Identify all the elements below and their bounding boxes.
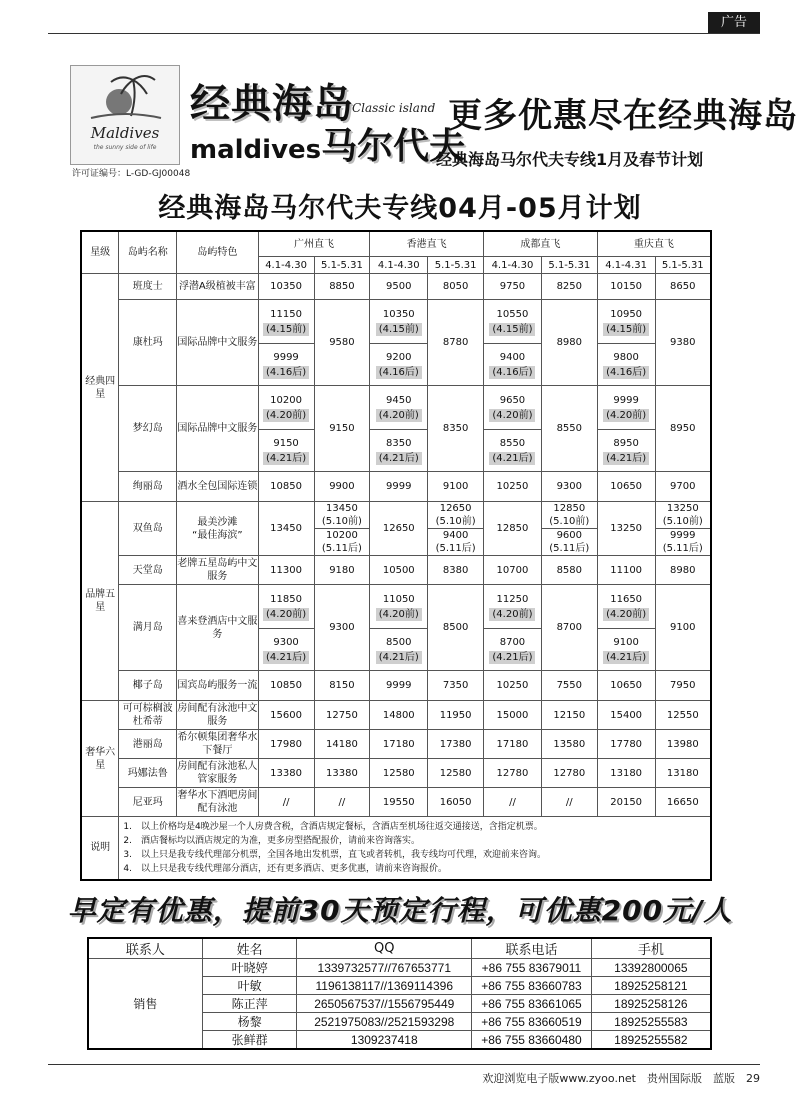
top-rule <box>48 33 760 34</box>
price-cell <box>370 300 428 344</box>
price-cell <box>258 386 314 430</box>
island-name: 尼亚玛 <box>119 788 177 817</box>
price-cell <box>428 502 484 529</box>
price: 13450 <box>326 503 358 514</box>
contact-name: 叶敏 <box>202 977 297 995</box>
price: 13580 <box>541 730 597 759</box>
price-cell <box>541 529 597 556</box>
table-row <box>81 502 711 529</box>
contact-name: 杨黎 <box>202 1013 297 1031</box>
price-cell <box>484 430 542 472</box>
price: 7350 <box>428 671 484 701</box>
price: 9900 <box>314 472 370 502</box>
price: 9100 <box>613 636 639 648</box>
price: 12780 <box>541 759 597 788</box>
contact-phone: +86 755 83679011 <box>472 959 592 977</box>
header-hongkong: 香港直飞 <box>370 231 484 257</box>
maldives-logo <box>70 65 180 165</box>
notes-label: 说明 <box>81 817 119 881</box>
price: 12850 <box>553 503 586 514</box>
price: // <box>541 788 597 817</box>
island-feature <box>177 502 259 556</box>
date-note: (4.21后) <box>489 452 535 465</box>
contacts-header <box>88 938 711 959</box>
price-cell <box>258 430 314 472</box>
island-feature: 老牌五星岛屿中文服务 <box>177 556 259 585</box>
price: 11650 <box>610 593 643 605</box>
price: 10250 <box>484 671 542 701</box>
price: 8700 <box>499 636 526 648</box>
table-row <box>81 585 711 629</box>
price: 13980 <box>655 730 711 759</box>
date-note: (4.16后) <box>489 366 535 379</box>
price: 10650 <box>597 671 655 701</box>
price-cell <box>597 585 655 629</box>
price: 8150 <box>314 671 370 701</box>
footer-rule <box>48 1064 760 1065</box>
price-cell <box>655 502 711 529</box>
price: 11250 <box>496 593 529 605</box>
price-cell <box>484 585 542 629</box>
date-note: (4.20前) <box>263 409 309 422</box>
price: 15400 <box>597 701 655 730</box>
price-cell <box>258 300 314 344</box>
table-row <box>81 300 711 344</box>
contact-mobile: 18925255583 <box>591 1013 711 1031</box>
date-note: (4.20前) <box>263 608 309 621</box>
price: 8550 <box>499 437 526 449</box>
price: 8350 <box>386 437 412 449</box>
price: 12780 <box>484 759 542 788</box>
price: 9200 <box>386 351 412 363</box>
table-row <box>81 759 711 788</box>
price: 13380 <box>314 759 370 788</box>
price: 12550 <box>655 701 711 730</box>
price: 8500 <box>428 585 484 671</box>
table-row <box>81 556 711 585</box>
price-cell <box>370 629 428 671</box>
price-cell <box>258 344 314 386</box>
price: 13250 <box>666 503 699 514</box>
island-feature: 喜来登酒店中文服务 <box>177 585 259 671</box>
contact-role: 销售 <box>88 959 202 1050</box>
price: 15600 <box>258 701 314 730</box>
price: 9150 <box>314 386 370 472</box>
price: 8700 <box>541 585 597 671</box>
price: 10200 <box>270 394 302 406</box>
island-name: 双鱼岛 <box>119 502 177 556</box>
header-name: 姓名 <box>202 938 297 959</box>
price: 10850 <box>258 671 314 701</box>
price-cell <box>258 585 314 629</box>
table-row <box>81 386 711 430</box>
price: 9580 <box>314 300 370 386</box>
price: // <box>314 788 370 817</box>
price: 12580 <box>428 759 484 788</box>
price: 16650 <box>655 788 711 817</box>
island-feature: 房间配有泳池中文服务 <box>177 701 259 730</box>
period: 5.1-5.31 <box>655 257 711 274</box>
price-cell <box>370 430 428 472</box>
header-chongqing: 重庆直飞 <box>597 231 711 257</box>
price: 9999 <box>370 671 428 701</box>
price: 9999 <box>370 472 428 502</box>
price-cell <box>484 386 542 430</box>
price: 12580 <box>370 759 428 788</box>
price: 19550 <box>370 788 428 817</box>
island-name: 梦幻岛 <box>119 386 177 472</box>
price: 11050 <box>382 593 415 605</box>
period: 5.1-5.31 <box>541 257 597 274</box>
date-note: (5.10前) <box>549 516 590 527</box>
price: 9380 <box>655 300 711 386</box>
contact-phone: +86 755 83660783 <box>472 977 592 995</box>
promo-banner: 早定有优惠，提前30天预定行程，可优惠200元/人 <box>67 894 733 927</box>
header-guangzhou: 广州直飞 <box>258 231 370 257</box>
island-feature: 酒水全包国际连锁 <box>177 472 259 502</box>
period: 5.1-5.31 <box>428 257 484 274</box>
price: 8780 <box>428 300 484 386</box>
price-cell <box>484 344 542 386</box>
price: 9500 <box>370 274 428 300</box>
date-note: (4.21后) <box>603 651 649 664</box>
contact-name: 陈正萍 <box>202 995 297 1013</box>
price-cell <box>314 529 370 556</box>
brand-title-cn: 经典海岛 <box>190 81 354 127</box>
subslogan: 经典海岛马尔代夫专线1月及春节计划 <box>436 150 704 169</box>
date-note: (5.11后) <box>321 543 362 554</box>
price: 10350 <box>382 308 415 320</box>
island-name: 天堂岛 <box>119 556 177 585</box>
price: 7950 <box>655 671 711 701</box>
island-name: 班度士 <box>119 274 177 300</box>
price: 9300 <box>541 472 597 502</box>
price: 9150 <box>273 437 299 449</box>
date-note: (4.15前) <box>489 323 535 336</box>
date-note: (4.21后) <box>489 651 535 664</box>
price: 10850 <box>258 472 314 502</box>
price: 12650 <box>370 502 428 556</box>
date-note: (4.15前) <box>376 323 422 336</box>
price: 9999 <box>273 351 299 363</box>
price: 12150 <box>541 701 597 730</box>
period: 4.1-4.30 <box>258 257 314 274</box>
price: 11850 <box>270 593 302 605</box>
date-note: (4.16后) <box>603 366 649 379</box>
date-note: (4.16后) <box>376 366 422 379</box>
price: 8580 <box>541 556 597 585</box>
price: 10350 <box>258 274 314 300</box>
price-cell <box>428 529 484 556</box>
brand-maldives <box>190 118 465 169</box>
contact-mobile: 13392800065 <box>591 959 711 977</box>
date-note: (5.10前) <box>435 516 476 527</box>
price: 12750 <box>314 701 370 730</box>
price: 9450 <box>386 394 412 406</box>
contact-qq: 1339732577//767653771 <box>297 959 472 977</box>
price: 13450 <box>258 502 314 556</box>
note-item: 3. 以上只是我专线代理部分机票，全国各地出发机票，直飞或者转机，我专线均可代理，欢迎前来咨询。 <box>123 850 546 860</box>
price: 9100 <box>428 472 484 502</box>
contact-qq: 1309237418 <box>297 1031 472 1050</box>
price: 8980 <box>541 300 597 386</box>
slogan: 更多优惠尽在经典海岛 <box>448 96 798 136</box>
palm-sun-icon <box>71 66 179 126</box>
header-phone: 联系电话 <box>472 938 592 959</box>
date-note: (4.16后) <box>263 366 309 379</box>
feature-line: “最佳海滨” <box>192 529 243 541</box>
price: 16050 <box>428 788 484 817</box>
price: 11100 <box>597 556 655 585</box>
price: 17780 <box>597 730 655 759</box>
tier-five-star: 品牌五星 <box>81 502 119 701</box>
table-row <box>81 671 711 701</box>
note-item: 1. 以上价格均是4晚沙屋一个人房费含税，含酒店规定餐标，含酒店至机场往返交通接送，含指定机票。 <box>123 822 543 832</box>
price: 11300 <box>258 556 314 585</box>
island-feature: 国际品牌中文服务 <box>177 300 259 386</box>
price: 8380 <box>428 556 484 585</box>
table-row <box>81 472 711 502</box>
table-row <box>81 274 711 300</box>
price: 13180 <box>597 759 655 788</box>
note-item: 2. 酒店餐标均以酒店规定的为准，更多房型搭配报价，请前来咨询落实。 <box>123 836 420 846</box>
price: 20150 <box>597 788 655 817</box>
price-cell <box>655 529 711 556</box>
island-feature: 浮潜A级植被丰富 <box>177 274 259 300</box>
notes-list <box>119 817 711 881</box>
contact-mobile: 18925255582 <box>591 1031 711 1050</box>
price: 14800 <box>370 701 428 730</box>
price: // <box>258 788 314 817</box>
price: 8650 <box>655 274 711 300</box>
price: 10150 <box>597 274 655 300</box>
island-name: 绚丽岛 <box>119 472 177 502</box>
contact-row <box>88 959 711 977</box>
price: 8950 <box>655 386 711 472</box>
price: 10200 <box>326 530 358 541</box>
contacts-table <box>87 937 712 1050</box>
date-note: (4.20前) <box>603 608 649 621</box>
period: 4.1-4.30 <box>370 257 428 274</box>
contact-mobile: 18925258121 <box>591 977 711 995</box>
price: 17180 <box>484 730 542 759</box>
price-cell <box>597 386 655 430</box>
contact-mobile: 18925258126 <box>591 995 711 1013</box>
date-note: (4.15前) <box>603 323 649 336</box>
contact-name: 张鲜群 <box>202 1031 297 1050</box>
island-feature: 房间配有泳池私人管家服务 <box>177 759 259 788</box>
price-cell <box>484 629 542 671</box>
price: 10700 <box>484 556 542 585</box>
date-note: (4.21后) <box>263 651 309 664</box>
price-cell <box>541 502 597 529</box>
price-cell <box>597 344 655 386</box>
date-note: (4.20前) <box>489 409 535 422</box>
brand-maldives-en: maldives <box>190 135 322 165</box>
price: 9750 <box>484 274 542 300</box>
contact-phone: +86 755 83660480 <box>472 1031 592 1050</box>
feature-line: 最美沙滩 <box>197 516 238 528</box>
date-note: (5.10前) <box>321 516 362 527</box>
price-cell <box>597 629 655 671</box>
price: 17380 <box>428 730 484 759</box>
price: 8050 <box>428 274 484 300</box>
island-feature: 奢华水下酒吧房间配有泳池 <box>177 788 259 817</box>
price-cell <box>597 300 655 344</box>
price: 9300 <box>273 636 299 648</box>
price: 9100 <box>655 585 711 671</box>
price: 12650 <box>439 503 472 514</box>
price: 10950 <box>610 308 643 320</box>
price: 8980 <box>655 556 711 585</box>
date-note: (5.11后) <box>435 543 476 554</box>
logo-subtext: the sunny side of life <box>93 144 157 151</box>
contact-qq: 2521975083//2521593298 <box>297 1013 472 1031</box>
price: 10500 <box>370 556 428 585</box>
contact-qq: 1196138117//1369114396 <box>297 977 472 995</box>
price: 8500 <box>386 636 412 648</box>
price-cell <box>258 629 314 671</box>
date-note: (4.20前) <box>603 409 649 422</box>
date-note: (4.21后) <box>376 452 422 465</box>
island-feature: 希尔顿集团奢华水下餐厅 <box>177 730 259 759</box>
brand-maldives-cn: 马尔代夫 <box>321 126 466 167</box>
price: 9180 <box>314 556 370 585</box>
price-cell <box>370 386 428 430</box>
price: 11150 <box>270 308 302 320</box>
island-name: 椰子岛 <box>119 671 177 701</box>
contact-name: 叶晓婷 <box>202 959 297 977</box>
table-row <box>81 788 711 817</box>
tier-six-star: 奢华六星 <box>81 701 119 817</box>
date-note: (4.21后) <box>263 452 309 465</box>
price-cell <box>597 430 655 472</box>
price: 9999 <box>613 394 639 406</box>
price: 17980 <box>258 730 314 759</box>
date-note: (4.20前) <box>376 409 422 422</box>
price: 10250 <box>484 472 542 502</box>
price-cell <box>370 585 428 629</box>
logo-text: Maldives <box>90 124 160 142</box>
price: 14180 <box>314 730 370 759</box>
date-note: (4.15前) <box>263 323 309 336</box>
price: 13180 <box>655 759 711 788</box>
table-row <box>81 730 711 759</box>
tier-four-star: 经典四星 <box>81 274 119 502</box>
header-tier: 星级 <box>81 231 119 274</box>
permit-number: 许可证编号：L-GD-GJ00048 <box>72 169 191 179</box>
price: 11950 <box>428 701 484 730</box>
date-note: (4.21后) <box>376 651 422 664</box>
period: 4.1-4.31 <box>597 257 655 274</box>
note-item: 4. 以上只是我专线代理部分酒店，还有更多酒店、更多优惠，请前来咨询报价。 <box>123 864 447 874</box>
price: 9400 <box>442 530 469 541</box>
period: 4.1-4.30 <box>484 257 542 274</box>
date-note: (4.21后) <box>603 452 649 465</box>
page-title: 经典海岛马尔代夫专线04月-05月计划 <box>158 193 642 224</box>
price: 8850 <box>314 274 370 300</box>
price: 17180 <box>370 730 428 759</box>
island-name: 可可棕榈波杜希蒂 <box>119 701 177 730</box>
price: 13380 <box>258 759 314 788</box>
notes-row <box>81 817 711 881</box>
price: 12850 <box>484 502 542 556</box>
brand-title-en: Classic island <box>352 101 436 115</box>
island-name: 康杜玛 <box>119 300 177 386</box>
contact-phone: +86 755 83660519 <box>472 1013 592 1031</box>
price: 9650 <box>499 394 526 406</box>
price: 10550 <box>496 308 529 320</box>
price: 15000 <box>484 701 542 730</box>
price: 8950 <box>613 437 639 449</box>
price-table <box>80 230 712 881</box>
price-cell <box>484 300 542 344</box>
price: 9999 <box>670 530 696 541</box>
price-cell <box>370 344 428 386</box>
island-feature: 国宾岛屿服务一流 <box>177 671 259 701</box>
price: 8550 <box>541 386 597 472</box>
island-name: 港丽岛 <box>119 730 177 759</box>
price: 9300 <box>314 585 370 671</box>
date-note: (4.20前) <box>489 608 535 621</box>
header-chengdu: 成都直飞 <box>484 231 598 257</box>
date-note: (5.10前) <box>662 516 703 527</box>
price: 13250 <box>597 502 655 556</box>
price: 8350 <box>428 386 484 472</box>
period: 5.1-5.31 <box>314 257 370 274</box>
price: // <box>484 788 542 817</box>
price: 9700 <box>655 472 711 502</box>
header-contact: 联系人 <box>88 938 202 959</box>
header-mobile: 手机 <box>591 938 711 959</box>
page-footer: 欢迎浏览电子版www.zyoo.net 贵州国际版 蓝版 29 <box>482 1072 760 1085</box>
island-feature: 国际品牌中文服务 <box>177 386 259 472</box>
date-note: (5.11后) <box>662 543 703 554</box>
ad-tag: 广告 <box>708 12 760 34</box>
island-name: 满月岛 <box>119 585 177 671</box>
header-island: 岛屿名称 <box>119 231 177 274</box>
price: 10650 <box>597 472 655 502</box>
date-note: (4.20前) <box>376 608 422 621</box>
price: 9800 <box>613 351 639 363</box>
date-note: (5.11后) <box>549 543 590 554</box>
price: 7550 <box>541 671 597 701</box>
island-name: 玛娜法鲁 <box>119 759 177 788</box>
table-row <box>81 701 711 730</box>
header-feature: 岛屿特色 <box>177 231 259 274</box>
header-qq: QQ <box>297 938 472 959</box>
contact-phone: +86 755 83661065 <box>472 995 592 1013</box>
price: 9400 <box>499 351 526 363</box>
contact-qq: 2650567537//1556795449 <box>297 995 472 1013</box>
price-cell <box>314 502 370 529</box>
header-row <box>81 231 711 257</box>
price: 9600 <box>556 530 583 541</box>
price: 8250 <box>541 274 597 300</box>
